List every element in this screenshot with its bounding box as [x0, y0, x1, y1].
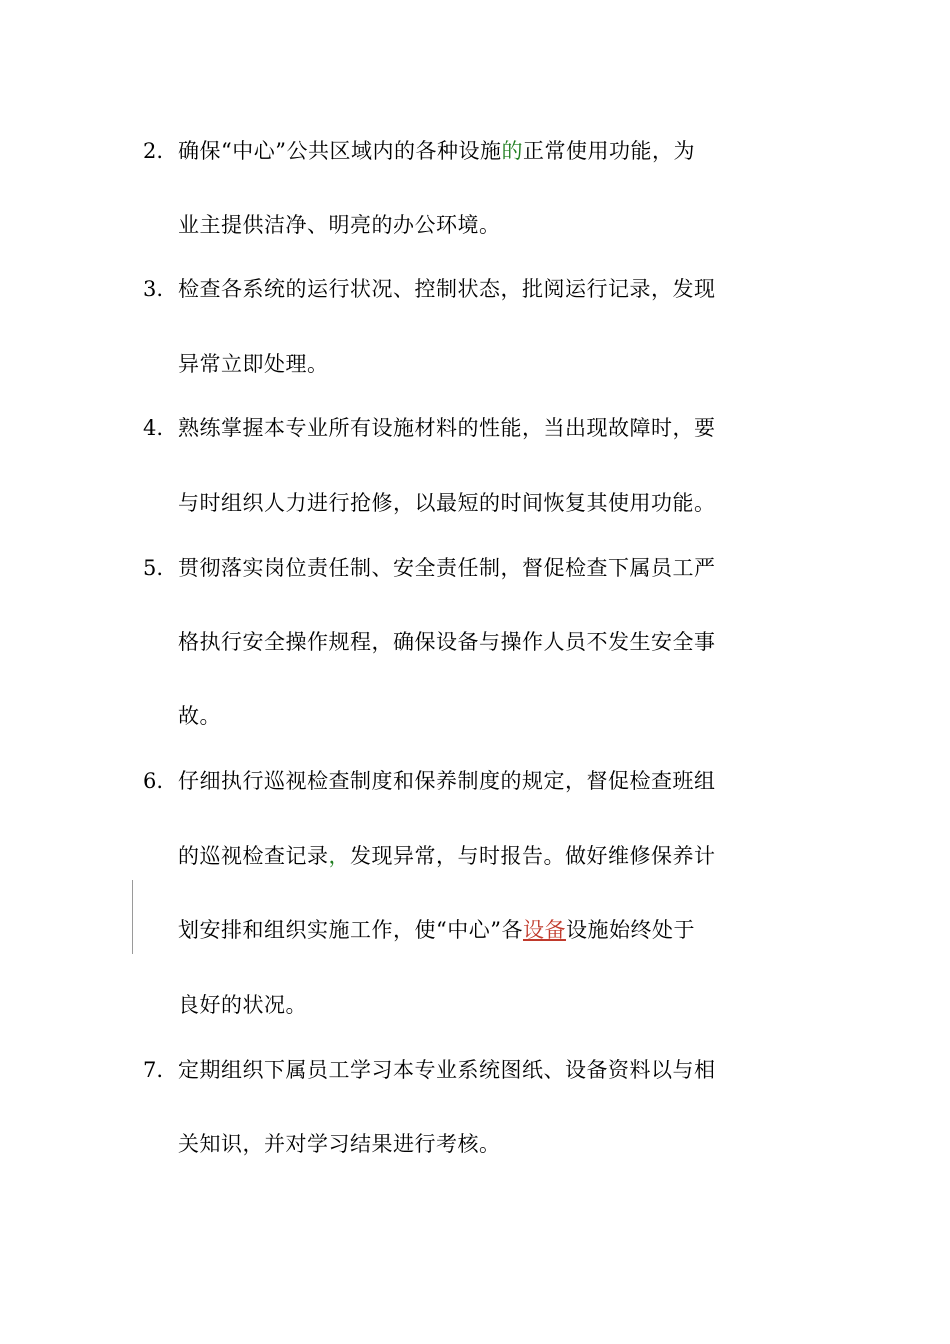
- paragraph-line: 定期组织下属员工学习本专业系统图纸、设备资料以与相: [178, 1058, 716, 1082]
- paragraph-line: 格执行安全操作规程，确保设备与操作人员不发生安全事: [178, 630, 716, 654]
- item-number: 7.: [143, 1058, 164, 1082]
- paragraph-line: 的巡视检查记录，发现异常，与时报告。做好维修保养计: [178, 844, 716, 868]
- item-number: 5.: [143, 556, 164, 580]
- paragraph-line: 与时组织人力进行抢修，以最短的时间恢复其使用功能。: [178, 491, 716, 515]
- tracked-change-text: 设备: [522, 918, 566, 942]
- paragraph-line: 良好的状况。: [178, 993, 307, 1017]
- paragraph-line: 贯彻落实岗位责任制、安全责任制，督促检查下属员工严: [178, 556, 716, 580]
- paragraph-line: 检查各系统的运行状况、控制状态，批阅运行记录，发现: [178, 277, 716, 301]
- paragraph-line: 故。: [178, 704, 221, 728]
- paragraph-line: 业主提供洁净、明亮的办公环境。: [178, 213, 501, 237]
- highlighted-text: ，: [328, 844, 350, 868]
- item-number: 4.: [143, 416, 164, 440]
- highlighted-text: 的: [501, 139, 523, 163]
- paragraph-line: 异常立即处理。: [178, 352, 329, 376]
- paragraph-line: 关知识，并对学习结果进行考核。: [178, 1132, 501, 1156]
- paragraph-line: 划安排和组织实施工作，使“中心”各设备设施始终处于: [178, 918, 695, 942]
- change-bar: [132, 880, 133, 954]
- paragraph-line: 熟练掌握本专业所有设施材料的性能，当出现故障时，要: [178, 416, 716, 440]
- item-number: 6.: [143, 769, 164, 793]
- paragraph-line: 仔细执行巡视检查制度和保养制度的规定，督促检查班组: [178, 769, 716, 793]
- item-number: 3.: [143, 277, 164, 301]
- item-number: 2.: [143, 139, 164, 163]
- paragraph-line: 确保“中心”公共区域内的各种设施的正常使用功能，为: [178, 139, 695, 163]
